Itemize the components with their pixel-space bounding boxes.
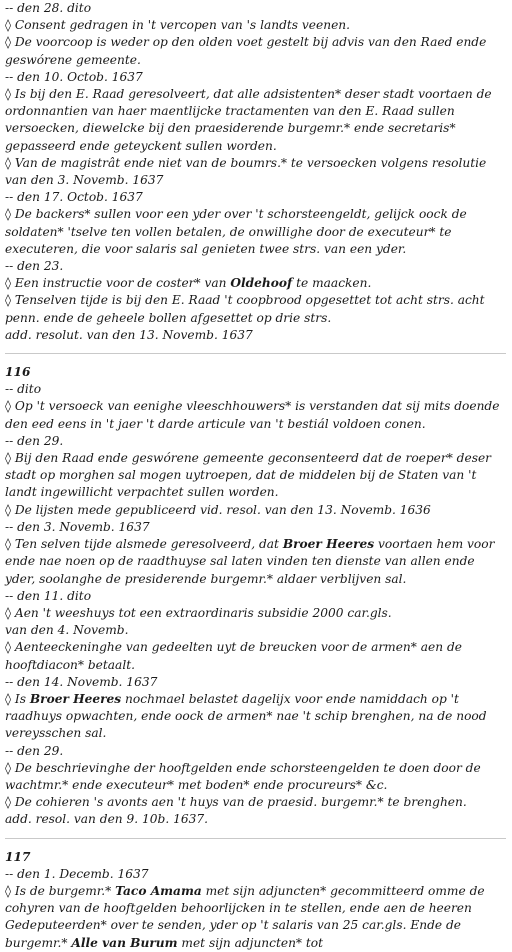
entry-line: ◊ Is Broer Heeres nochmael belastet dagelijx voor ende namiddach op 't raadhuys opwachten, ende oock de armen* nae 't schip brenghen, na de nood vereysschen sal. <box>5 691 487 741</box>
entry-line: ◊ De cohieren 's avonts aen 't huys van de praesid. burgemr.* te brenghen. <box>5 795 467 810</box>
date-line: -- den 28. dito <box>5 1 92 15</box>
bold-name: Taco Amama <box>115 883 202 898</box>
entry-line: ◊ Is bij den E. Raad geresolveert, dat alle adsistenten* deser stadt voortaen de ordonnantien van haer maentlijcke tractamenten van den E. Raad sullen versoecken, diewelcke bij den praesiderende burgemr.* ende secretaris* gepasseerd ende geteyckent sullen worden. <box>5 87 492 153</box>
reference-line: add. resolut. van den 13. Novemb. 1637 <box>5 327 253 342</box>
date-line: -- den 23. <box>5 259 64 274</box>
bold-name: Broer Heeres <box>29 691 122 706</box>
section-number: 116 <box>5 365 31 380</box>
entry-line: ◊ Een instructie voor de coster* van Oldehoof te maacken. <box>5 276 372 291</box>
entry-line: ◊ Aenteeckeninghe van gedeelten uyt de breucken voor de armen* aen de hooftdiacon* betaalt. <box>5 640 462 672</box>
date-line: -- den 29. <box>5 433 64 448</box>
entry-line: ◊ De beschrievinghe der hooftgelden ende schorsteengelden te doen door de wachtmr.* ende executeur* met boden* ende procureurs* &c. <box>5 760 481 792</box>
entry-line: ◊ Op 't versoeck van eenighe vleeschhouwers* is verstanden dat sij mits doende den eed eens in 't jaer 't darde articule van 't bestiál voldoen conen. <box>5 399 500 431</box>
reference-line: add. resol. van den 9. 10b. 1637. <box>5 812 208 827</box>
reference-line: van den 4. Novemb. <box>5 623 129 638</box>
date-line: -- den 11. dito <box>5 588 92 603</box>
section-divider <box>5 838 506 839</box>
entry-line: ◊ Bij den Raad ende geswórene gemeente geconsenteerd dat de roeper* deser stadt op morghen sal mogen uytroepen, dat de middelen bij de Staten van 't landt ingewillicht verpachtet sullen worden. <box>5 451 491 500</box>
date-line: -- den 14. Novemb. 1637 <box>5 674 158 689</box>
section-116 <box>5 364 506 828</box>
date-line: -- den 1. Decemb. 1637 <box>5 866 149 881</box>
date-line: -- den 17. Octob. 1637 <box>5 190 143 205</box>
bold-name: Broer Heeres <box>282 537 375 552</box>
entry-line: ◊ Aen 't weeshuys tot een extraordinaris subsidie 2000 car.gls. <box>5 605 392 620</box>
section-divider <box>5 353 506 354</box>
entry-line: ◊ Van de magistrât ende niet van de boumrs.* te versoecken volgens resolutie van den 3. Novemb. 1637 <box>5 155 487 188</box>
section-117 <box>5 849 506 952</box>
section-number: 117 <box>5 849 31 864</box>
entry-line: ◊ De backers* sullen voor een yder over 't schorsteengeldt, gelijck oock de soldaten* 'tselve ten vollen betalen, de onwillighe door de executeur* te executeren, die voor salaris sal genieten twee strs. van een yder. <box>5 207 467 256</box>
date-line: -- den 3. Novemb. 1637 <box>5 519 150 534</box>
entry-line: ◊ Tenselven tijde is bij den E. Raad 't coopbrood opgesettet tot acht strs. acht penn. ende de geheele bollen afgesettet op drie strs. <box>5 293 485 325</box>
date-line: -- den 10. Octob. 1637 <box>5 69 143 84</box>
bold-name: Oldehoof <box>230 276 293 291</box>
entry-line: ◊ Is de burgemr.* Taco Amama met sijn adjuncten* gecommitteerd omme de cohyren van de hooftgelden behoorlijcken in te stellen, ende aen de heeren Gedeputeerden* over te senden, yder op 't salaris van 25 car.gls. Ende de burgemr.* Alle van Burum met sijn adjuncten* tot <box>5 883 485 950</box>
date-line: -- den 29. <box>5 743 64 758</box>
entry-line: ◊ De lijsten mede gepubliceerd vid. resol. van den 13. Novemb. 1636 <box>5 502 431 517</box>
entry-line: ◊ Consent gedragen in 't vercopen van 's landts veenen. <box>5 18 350 33</box>
entry-line: ◊ De voorcoop is weder op den olden voet gestelt bij advis van den Raed ende geswórene gemeente. <box>5 35 487 67</box>
section-1 <box>5 0 506 344</box>
date-line: -- dito <box>5 382 42 397</box>
bold-name: Alle van Burum <box>71 935 178 950</box>
entry-line: ◊ Ten selven tijde alsmede geresolveerd, dat Broer Heeres voortaen hem voor ende nae noen op de raadthuyse sal laten vinden ten dienste van allen ende yder, soolanghe de presiderende burgemr.* aldaer verblijven sal. <box>5 537 495 586</box>
